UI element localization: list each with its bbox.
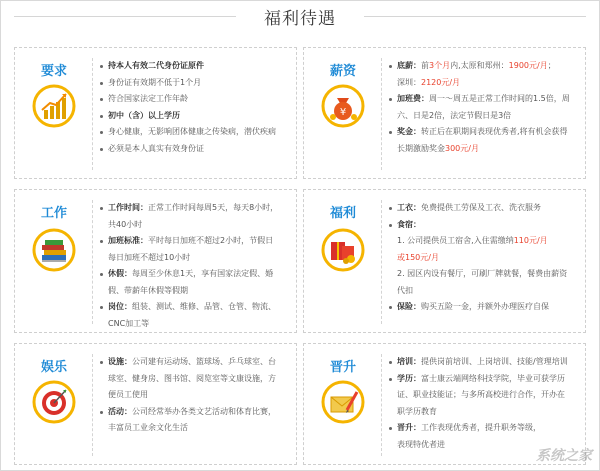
growth-chart-icon — [32, 84, 76, 128]
list-item: 保险：购买五险一金，并额外办理医疗自保 — [388, 299, 567, 316]
watermark: 系统之家 — [536, 448, 592, 464]
money-bag-icon — [321, 84, 365, 128]
list-item: 深圳：2120元/月 — [397, 77, 461, 87]
envelope-pencil-icon — [321, 380, 365, 424]
list-item: 设施：公司建有运动场、篮球场、乒乓球室、台 — [99, 354, 276, 371]
card-separator — [381, 58, 382, 170]
list-item: 培训：提供岗前培训、上岗培训、技能/管理培训 — [388, 354, 568, 371]
list-item: 丰富员工业余文化生活 — [108, 423, 188, 432]
card-work — [14, 189, 297, 333]
svg-text:¥: ¥ — [339, 107, 347, 118]
list-item: 便员工使用 — [108, 390, 148, 399]
requirements-list — [99, 58, 276, 157]
title-divider-right — [364, 16, 586, 17]
list-item: 职学历教育 — [397, 406, 437, 416]
work-list — [99, 200, 278, 332]
list-item: 工衣：免费提供工劳保及工衣、洗衣服务 — [388, 200, 567, 217]
list-item: 身份证有效期不低于1个月 — [99, 75, 276, 92]
list-item: 1. 公司提供员工宿舍,入住需缴纳110元/月 — [397, 236, 548, 245]
list-item: 长期激励奖金300元/月 — [397, 143, 479, 153]
promotion-list — [388, 354, 568, 453]
card-title-salary: 薪资 — [329, 64, 356, 79]
books-icon — [32, 228, 76, 272]
list-item: 工作时间：正常工作时间每周5天，每天8小时， — [99, 200, 278, 217]
list-item: 初中（含）以上学历 — [99, 108, 276, 125]
list-item: 活动：公司经常举办各类文艺活动和体育比赛， — [99, 404, 276, 421]
list-item: 六、日是2倍，法定节假日是3倍 — [397, 110, 512, 120]
list-item: CNC加工等 — [108, 318, 150, 328]
list-item: 符合国家法定工作年龄 — [99, 91, 276, 108]
list-item: 假、带薪年休假等假期 — [108, 285, 188, 295]
card-title-work: 工作 — [40, 206, 67, 221]
list-item: 加班费：周一～周五是正常工作时间的1.5倍，周 — [388, 91, 570, 108]
card-title-entertainment: 娱乐 — [40, 360, 67, 375]
entertainment-list — [99, 354, 276, 437]
page-title: 福利待遇 — [264, 9, 336, 29]
section-header — [0, 0, 600, 32]
list-item: 晋升：工作表现优秀者，提升职务等级， — [388, 420, 568, 437]
list-item: 学历：富士康云端网络科技学院，毕业可获学历 — [388, 371, 568, 388]
list-item: 持本人有效二代身份证原件 — [99, 58, 276, 75]
list-item: 每日加班不超过10小时 — [108, 252, 191, 262]
card-separator — [92, 200, 93, 324]
list-item: 球室、健身房、图书馆、阅览室等文康设施，方 — [108, 373, 276, 383]
list-item: 食宿： — [388, 217, 567, 234]
list-item: 底薪：前3个月内,太原和郑州：1900元/月； — [388, 58, 570, 75]
card-separator — [92, 354, 93, 456]
card-title-requirements: 要求 — [40, 64, 67, 79]
card-separator — [381, 354, 382, 456]
list-item: 表现特优者进 — [397, 439, 445, 449]
card-salary — [303, 47, 586, 179]
list-item: 加班标准：平时每日加班不超过2小时，节假日 — [99, 233, 278, 250]
list-item: 证、职业技能证；与多所高校进行合作，开办在 — [397, 390, 565, 399]
gift-coins-icon — [321, 228, 365, 272]
salary-list — [388, 58, 570, 157]
list-item: 身心健康，无影响团体健康之传染病，潜伏疾病 — [99, 124, 276, 141]
card-title-promotion: 晋升 — [329, 360, 356, 375]
card-welfare — [303, 189, 586, 333]
card-title-welfare: 福利 — [329, 206, 356, 221]
list-item: 或150元/月 — [397, 252, 439, 262]
list-item: 代扣 — [397, 285, 413, 295]
card-separator — [381, 200, 382, 324]
list-item: 岗位：组装、测试、维修、品管、仓管、物流、 — [99, 299, 278, 316]
list-item: 必须是本人真实有效身份证 — [99, 141, 276, 158]
list-item: 共40小时 — [108, 219, 143, 229]
list-item: 休假：每周至少休息1天，享有国家法定假、婚 — [99, 266, 278, 283]
card-requirements — [14, 47, 297, 179]
list-item: 2. 园区内设有餐厅，可刷厂牌就餐，餐费由薪资 — [397, 269, 568, 278]
welfare-list — [388, 200, 567, 316]
card-separator — [92, 58, 93, 170]
card-entertainment — [14, 343, 297, 465]
target-icon — [32, 380, 76, 424]
list-item: 奖金：转正后在职期间表现优秀者,将有机会获得 — [388, 124, 570, 141]
